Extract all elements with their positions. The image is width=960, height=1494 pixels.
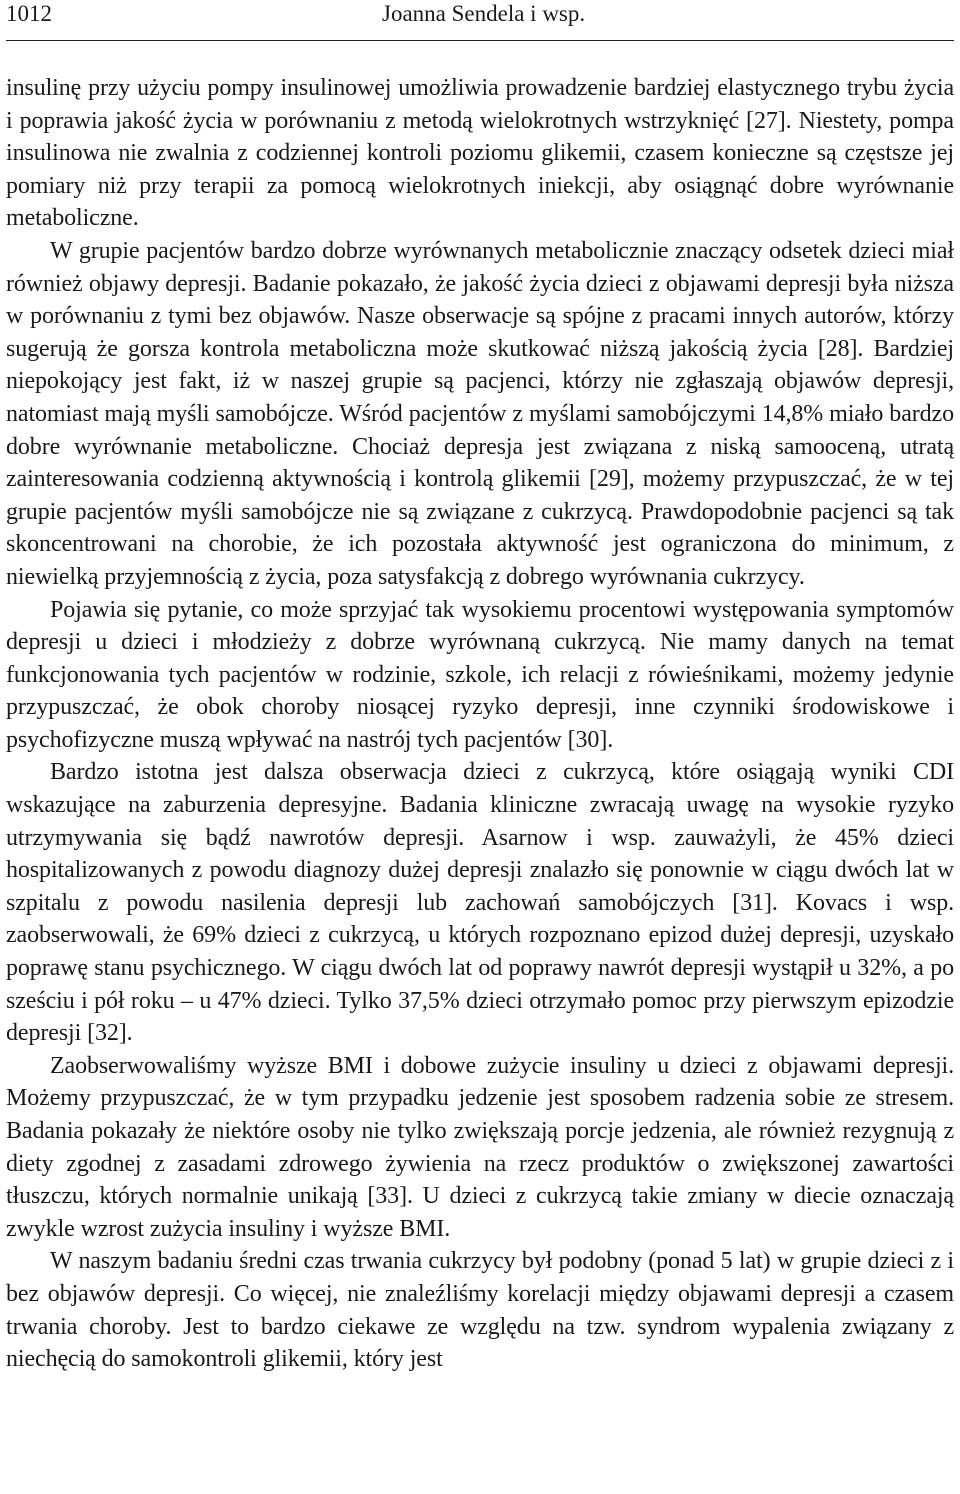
page-number: 1012 xyxy=(6,1,52,26)
header-rule xyxy=(6,40,954,41)
paragraph: W grupie pacjentów bardzo dobrze wyrównanych metabolicznie znaczący odsetek dzieci miał również objawy depresji. Badanie pokazało, że jakość życia dzieci z objawami depresji była niższa w porównaniu z tymi bez objawów. Nasze obserwacje są spójne z pracami innych autorów, którzy sugerują że gorsza kontrola metaboliczna może skutkować niższą jakością życia [28]. Bardziej niepokojący jest fakt, iż w naszej grupie są pacjenci, którzy nie zgłaszają objawów depresji, natomiast mają myśli samobójcze. Wśród pacjentów z myślami samobójczymi 14,8% miało bardzo dobre wyrównanie metaboliczne. Chociaż depresja jest związana z niską samooceną, utratą zainteresowania codzienną aktywnością i kontrolą glikemii [29], możemy przypuszczać, że w tej grupie pacjentów myśli samobójcze nie są związane z cukrzycą. Prawdopodobnie pacjenci są tak skoncentrowani na chorobie, że ich pozostała aktywność jest ograniczona do minimum, z niewielką przyjemnością z życia, poza satysfakcją z dobrego wyrównania cukrzycy. xyxy=(6,237,954,590)
paragraph: W naszym badaniu średni czas trwania cukrzycy był podobny (ponad 5 lat) w grupie dzieci z i bez objawów depresji. Co więcej, nie znaleźliśmy korelacji między objawami depresji a czasem trwania choroby. Jest to bardzo ciekawe ze względu na tzw. syndrom wypalenia związany z niechęcią do samokontroli glikemii, który jest xyxy=(6,1248,954,1373)
paragraph: Pojawia się pytanie, co może sprzyjać tak wysokiemu procentowi występowania symptomów depresji u dzieci i młodzieży z dobrze wyrównaną cukrzycą. Nie mamy danych na temat funkcjonowania tych pacjentów w rodzinie, szkole, ich relacji z rówieśnikami, możemy jedynie przypuszczać, że obok choroby niosącej ryzyko depresji, inne czynniki środowiskowe i psychofizyczne muszą wpływać na nastrój tych pacjentów [30]. xyxy=(6,596,954,753)
paragraph: Bardzo istotna jest dalsza obserwacja dzieci z cukrzycą, które osiągają wyniki CDI wskazujące na zaburzenia depresyjne. Badania kliniczne zwracają uwagę na wysokie ryzyko utrzymywania się bądź nawrotów depresji. Asarnow i wsp. zauważyli, że 45% dzieci hospitalizowanych z powodu diagnozy dużej depresji znalazło się ponownie w ciągu dwóch lat w szpitalu z powodu nasilenia depresji lub zachowań samobójczych [31]. Kovacs i wsp. zaobserwowali, że 69% dzieci z cukrzycą, u których rozpoznano epizod dużej depresji, uzyskało poprawę stanu psychicznego. W ciągu dwóch lat od poprawy nawrót depresji wystąpił u 32%, a po sześciu i pół roku – u 47% dzieci. Tylko 37,5% dzieci otrzymało pomoc przy pierwszym epizodzie depresji [32]. xyxy=(6,759,954,1047)
running-header xyxy=(6,0,954,30)
paragraph: insulinę przy użyciu pompy insulinowej umożliwia prowadzenie bardziej elastycznego trybu życia i poprawia jakość życia w porównaniu z metodą wielokrotnych wstrzyknięć [27]. Niestety, pompa insulinowa nie zwalnia z codziennej kontroli poziomu glikemii, czasem konieczne są częstsze jej pomiary niż przy terapii za pomocą wielokrotnych iniekcji, aby osiągnąć dobre wyrównanie metaboliczne. xyxy=(6,75,954,232)
paragraph: Zaobserwowaliśmy wyższe BMI i dobowe zużycie insuliny u dzieci z objawami depresji. Możemy przypuszczać, że w tym przypadku jedzenie jest sposobem radzenia sobie ze stresem. Badania pokazały że niektóre osoby nie tylko zwiększają porcje jedzenia, ale również rezygnują z diety zgodnej z zasadami zdrowego żywienia na rzecz produktów o zwiększonej zawartości tłuszczu, których normalnie unikają [33]. U dzieci z cukrzycą takie zmiany w diecie oznaczają zwykle wzrost zużycia insuliny i wyższe BMI. xyxy=(6,1052,954,1242)
running-title: Joanna Sendela i wsp. xyxy=(382,1,586,26)
body-text xyxy=(6,72,954,1376)
